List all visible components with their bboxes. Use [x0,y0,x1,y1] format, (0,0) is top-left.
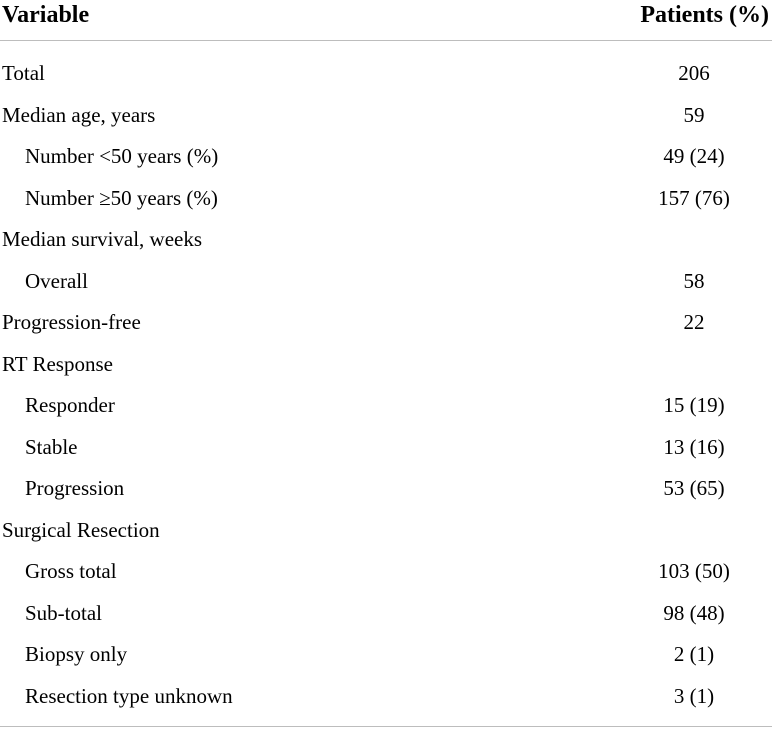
row-value: 3 (1) [673,683,715,708]
table-bottom-rule [0,726,772,727]
table-row-gross-total [0,551,772,593]
row-value: 13 (16) [663,434,725,459]
column-header-variable: Variable [2,2,90,28]
column-header-patients: Patients (%) [640,2,769,28]
row-value: 53 (65) [663,476,725,500]
row-label: Progression [25,476,125,500]
table-row-median-age [0,95,772,137]
table-row-median-survival [0,219,772,261]
table-row-progression [0,468,772,510]
row-label: Number ≥50 years (%) [25,185,218,210]
row-label: RT Response [2,351,113,376]
row-value: 2 (1) [673,642,715,666]
row-label: Resection type unknown [25,683,233,708]
row-label: Median age, years [2,102,156,127]
row-label: Median survival, weeks [2,227,203,251]
row-label: Surgical Resection [2,517,160,542]
row-value: 157 (76) [658,185,730,210]
table-row-biopsy-only [0,634,772,676]
table-row-responder [0,385,772,427]
row-label: Progression-free [2,310,141,334]
table-row-progression-free [0,302,772,344]
table-header-row [0,0,772,40]
table-row-age-50-plus [0,178,772,220]
row-label: Biopsy only [25,642,128,666]
table-row-total [0,53,772,95]
table-body [0,53,772,717]
row-value: 49 (24) [663,144,725,168]
row-value: 59 [683,102,705,127]
row-value: 103 (50) [658,559,730,583]
row-label: Stable [25,434,78,459]
row-label: Number <50 years (%) [25,144,219,168]
table-row-age-under-50 [0,136,772,178]
table-row-rt-response [0,344,772,386]
row-label: Sub-total [25,600,102,625]
table-row-resection-unknown [0,676,772,718]
row-value: 58 [683,268,705,293]
row-label: Responder [25,393,115,417]
table-row-sub-total [0,593,772,635]
row-value: 206 [678,61,710,85]
row-value: 98 (48) [663,600,725,625]
row-label: Gross total [25,559,117,583]
table-row-overall [0,261,772,303]
row-label: Overall [25,268,88,293]
row-value: 15 (19) [663,393,725,417]
header-divider [0,40,772,41]
row-value: 22 [683,310,705,334]
row-label: Total [2,61,45,85]
table-row-surgical-resection [0,510,772,552]
table-row-stable [0,427,772,469]
